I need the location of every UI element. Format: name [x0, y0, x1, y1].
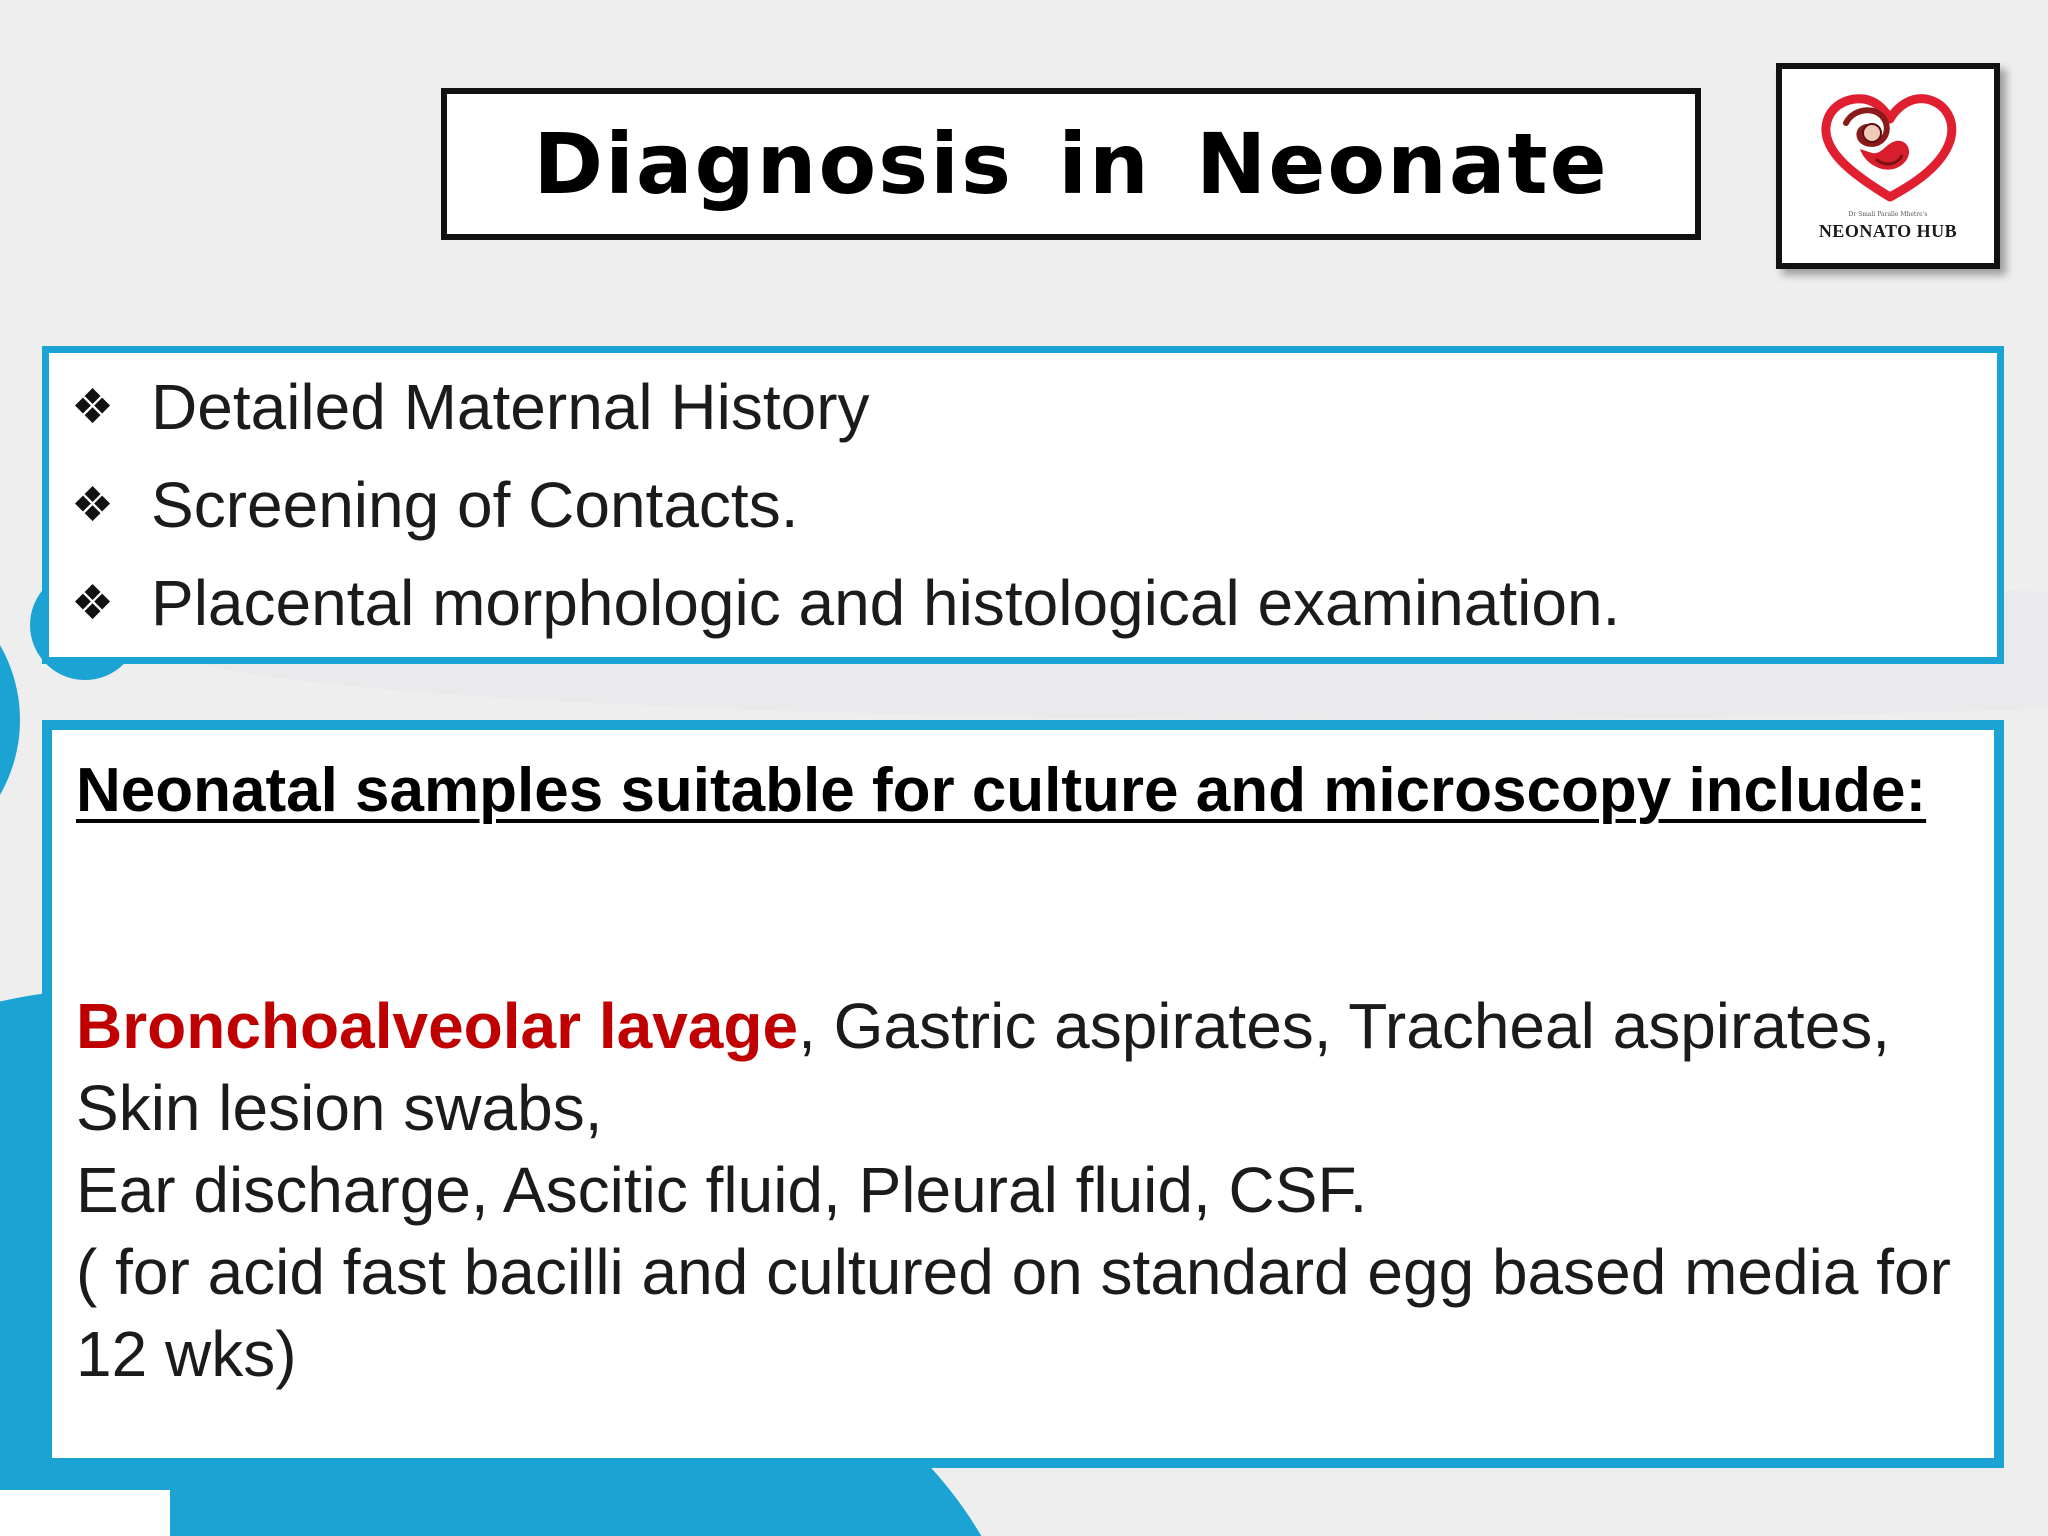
logo-tagline: Dr Smali Paralle Mhetre's — [1848, 211, 1928, 218]
bullet-item — [71, 465, 798, 545]
samples-box — [42, 720, 2004, 1468]
title-box — [441, 88, 1701, 240]
logo-box — [1776, 63, 2000, 269]
samples-line-3: ( for acid fast bacilli and cultured on standard egg based media for 12 wks) — [76, 1236, 1951, 1390]
logo-name: NEONATO HUB — [1818, 221, 1958, 241]
highlight-term: Bronchoalveolar lavage — [76, 990, 799, 1062]
diamond-bullet-icon: ❖ — [71, 477, 115, 533]
history-bullet-box — [42, 346, 2004, 664]
diamond-bullet-icon: ❖ — [71, 575, 115, 631]
bullet-item — [71, 367, 870, 447]
decor-circle-left — [0, 570, 20, 870]
diamond-bullet-icon: ❖ — [71, 379, 115, 435]
heart-logo-icon — [1820, 93, 1960, 203]
slide-title: Diagnosis in Neonate — [533, 115, 1609, 213]
samples-line-1: , Gastric aspirates, Tracheal aspirates, Skin lesion swabs, — [76, 990, 1891, 1144]
bullet-item — [71, 563, 1620, 643]
bullet-text: Placental morphologic and histological examination. — [151, 567, 1621, 639]
samples-line-2: Ear discharge, Ascitic fluid, Pleural fluid, CSF. — [76, 1154, 1368, 1226]
bullet-text: Detailed Maternal History — [151, 371, 870, 443]
bottom-left-patch — [0, 1490, 170, 1536]
samples-heading: Neonatal samples suitable for culture and microscopy include: — [76, 756, 1927, 825]
samples-body — [76, 985, 1976, 1395]
bullet-text: Screening of Contacts. — [151, 469, 799, 541]
